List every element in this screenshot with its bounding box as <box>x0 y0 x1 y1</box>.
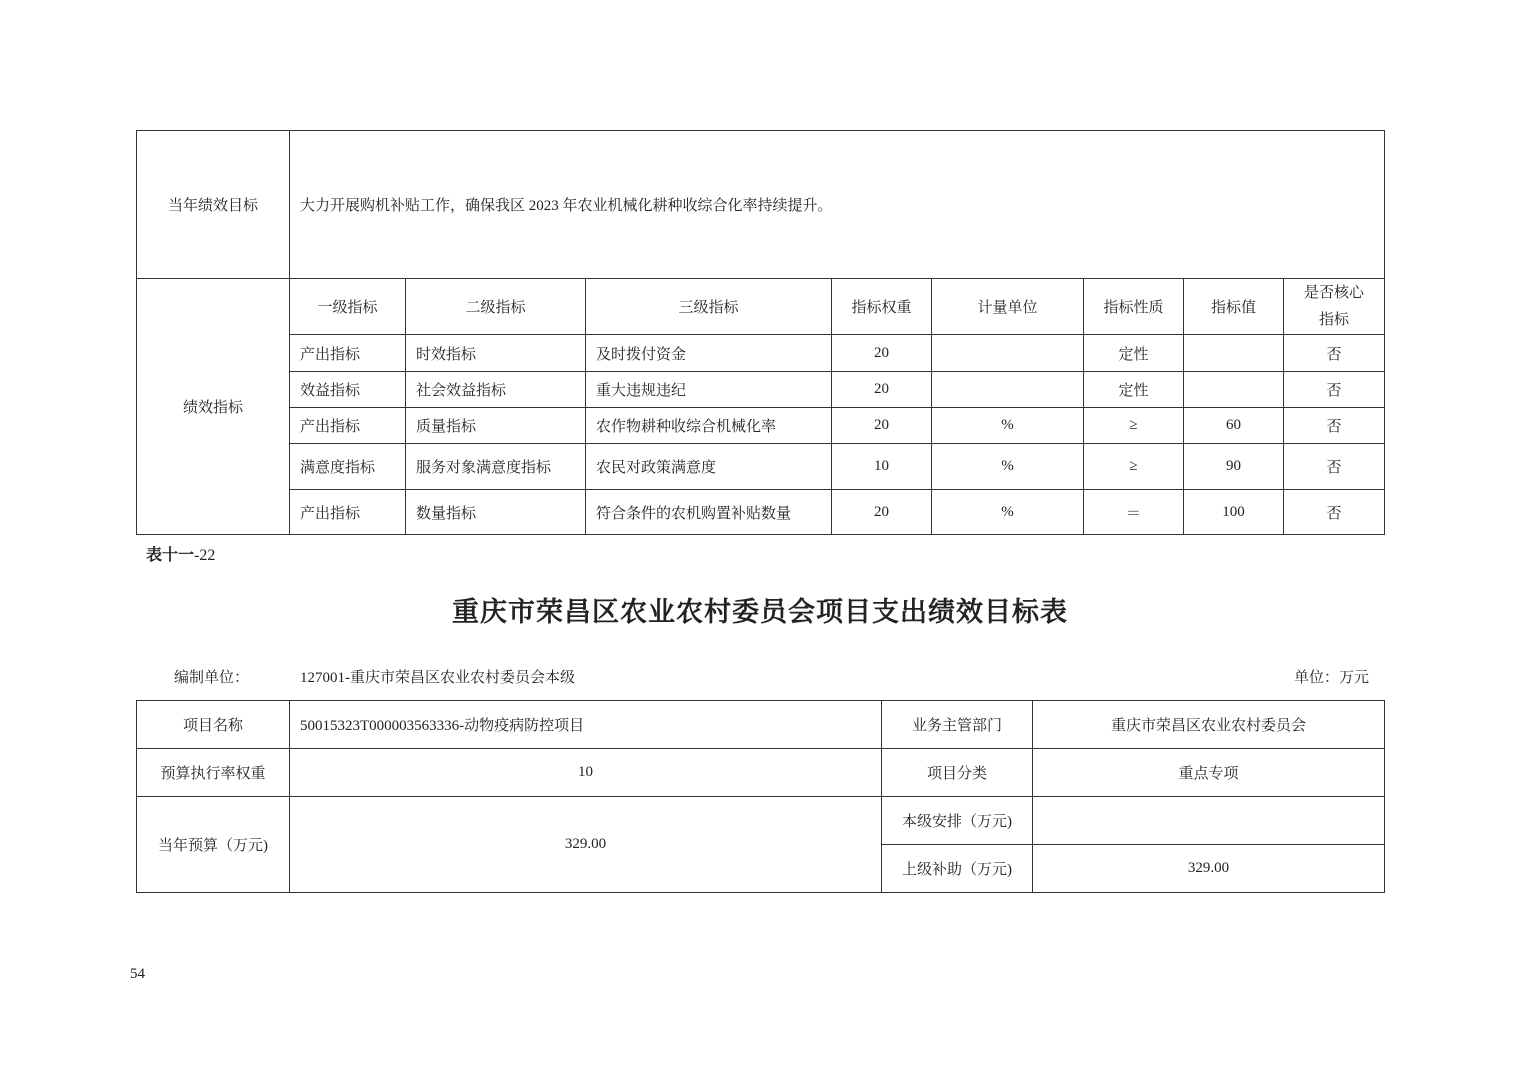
row-cell: 90 <box>1184 444 1284 490</box>
project-info-table <box>136 700 1385 893</box>
local-allocation-value <box>1033 797 1385 845</box>
row-cell: 符合条件的农机购置补贴数量 <box>586 490 832 535</box>
project-name-value: 50015323T000003563336-动物疫病防控项目 <box>290 701 882 749</box>
row-cell: 效益指标 <box>290 372 406 408</box>
row-cell: 否 <box>1284 444 1385 490</box>
budget-weight-value: 10 <box>290 749 882 797</box>
row-cell: 定性 <box>1084 335 1184 372</box>
superior-subsidy-value: 329.00 <box>1033 845 1385 893</box>
row-cell: ≥ <box>1084 444 1184 490</box>
row-cell: 服务对象满意度指标 <box>406 444 586 490</box>
goal-label: 当年绩效目标 <box>137 131 290 279</box>
table-row <box>137 444 1385 490</box>
row-cell: 满意度指标 <box>290 444 406 490</box>
indicator-label: 绩效指标 <box>137 279 290 535</box>
row-cell: 10 <box>832 444 932 490</box>
department-label: 业务主管部门 <box>882 701 1033 749</box>
annual-budget-label: 当年预算（万元) <box>137 797 290 893</box>
table-row <box>137 372 1385 408</box>
row-cell: ＝ <box>1084 490 1184 535</box>
row-cell: ≥ <box>1084 408 1184 444</box>
category-label: 项目分类 <box>882 749 1033 797</box>
header-level1: 一级指标 <box>290 279 406 335</box>
header-core-line2: 指标 <box>1319 311 1350 328</box>
row-cell: 重大违规违纪 <box>586 372 832 408</box>
table-row <box>137 490 1385 535</box>
row-cell: 否 <box>1284 335 1385 372</box>
row-cell: 及时拨付资金 <box>586 335 832 372</box>
row-cell: 产出指标 <box>290 408 406 444</box>
row-cell: 20 <box>832 490 932 535</box>
goal-text: 大力开展购机补贴工作，确保我区 2023 年农业机械化耕种收综合化率持续提升。 <box>290 131 1385 279</box>
row-cell: 否 <box>1284 490 1385 535</box>
header-nature: 指标性质 <box>1084 279 1184 335</box>
header-core-line1: 是否核心 <box>1304 284 1365 301</box>
department-value: 重庆市荣昌区农业农村委员会 <box>1033 701 1385 749</box>
row-cell <box>932 372 1084 408</box>
project-name-label: 项目名称 <box>137 701 290 749</box>
performance-indicator-table <box>136 130 1385 535</box>
row-cell <box>1184 335 1284 372</box>
table-row <box>137 335 1385 372</box>
superior-subsidy-label: 上级补助（万元) <box>882 845 1033 893</box>
row-cell: % <box>932 490 1084 535</box>
header-value: 指标值 <box>1184 279 1284 335</box>
compiler-value: 127001-重庆市荣昌区农业农村委员会本级 <box>300 670 575 686</box>
row-cell: 20 <box>832 335 932 372</box>
page-number: 54 <box>130 966 145 982</box>
row-cell: 农作物耕种收综合机械化率 <box>586 408 832 444</box>
budget-weight-label: 预算执行率权重 <box>137 749 290 797</box>
row-cell: 60 <box>1184 408 1284 444</box>
row-cell: 时效指标 <box>406 335 586 372</box>
row-cell: 否 <box>1284 408 1385 444</box>
row-cell: 否 <box>1284 372 1385 408</box>
table-row <box>137 408 1385 444</box>
row-cell: % <box>932 444 1084 490</box>
row-cell: 20 <box>832 372 932 408</box>
compiler-label: 编制单位： <box>174 670 250 686</box>
table-number <box>146 542 215 565</box>
header-level2: 二级指标 <box>406 279 586 335</box>
table-number-prefix: 表十一 <box>146 545 195 564</box>
document-title: 重庆市荣昌区农业农村委员会项目支出绩效目标表 <box>452 597 1068 628</box>
row-cell: 数量指标 <box>406 490 586 535</box>
row-cell: 100 <box>1184 490 1284 535</box>
header-core <box>1284 279 1385 335</box>
row-cell: 20 <box>832 408 932 444</box>
row-cell: 产出指标 <box>290 335 406 372</box>
annual-budget-value: 329.00 <box>290 797 882 893</box>
category-value: 重点专项 <box>1033 749 1385 797</box>
row-cell: 定性 <box>1084 372 1184 408</box>
row-cell: 农民对政策满意度 <box>586 444 832 490</box>
table-number-suffix: -22 <box>194 547 216 564</box>
header-unit: 计量单位 <box>932 279 1084 335</box>
row-cell: 产出指标 <box>290 490 406 535</box>
currency-unit: 单位：万元 <box>1294 670 1370 686</box>
local-allocation-label: 本级安排（万元) <box>882 797 1033 845</box>
row-cell <box>932 335 1084 372</box>
header-level3: 三级指标 <box>586 279 832 335</box>
row-cell <box>1184 372 1284 408</box>
header-weight: 指标权重 <box>832 279 932 335</box>
row-cell: % <box>932 408 1084 444</box>
row-cell: 社会效益指标 <box>406 372 586 408</box>
row-cell: 质量指标 <box>406 408 586 444</box>
